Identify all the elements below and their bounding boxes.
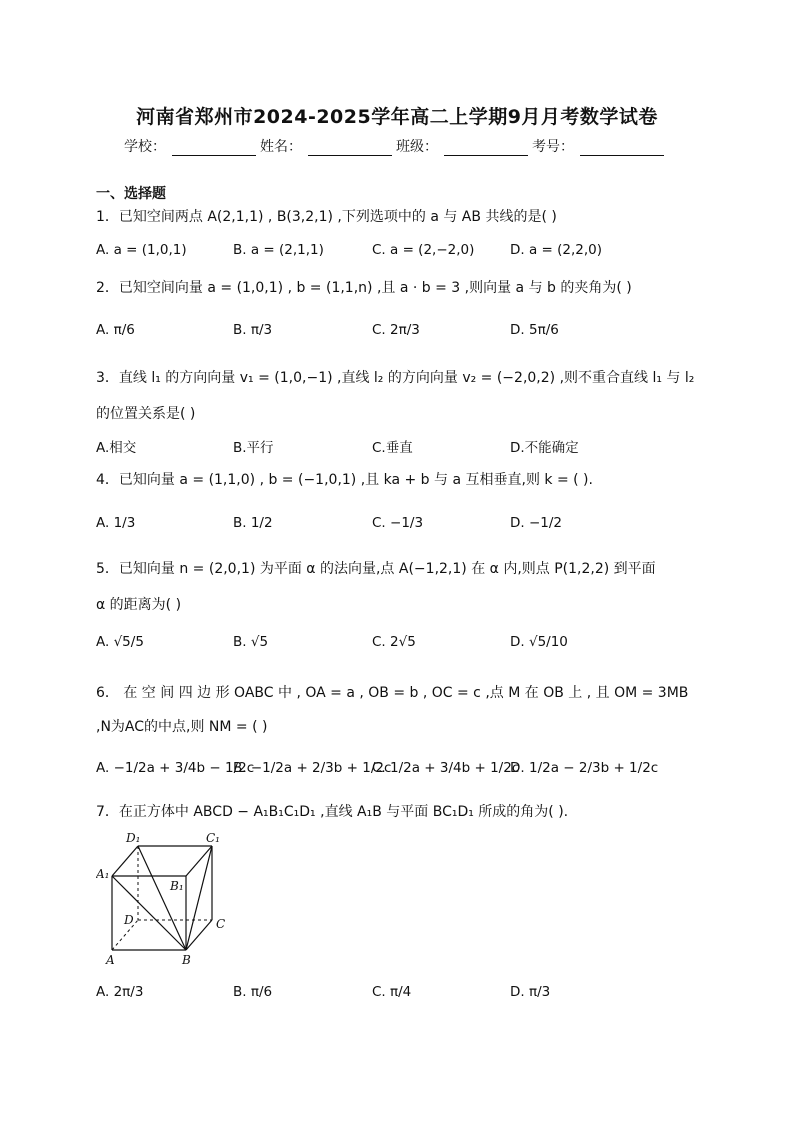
q2-option-a[interactable]: A. π/6 [96,322,135,338]
label-b: B [182,953,191,967]
q4-option-d[interactable]: D. −1/2 [510,515,563,531]
label-d: D [124,913,134,927]
question-5-line-1: 5．已知向量 n = (2,0,1) 为平面 α 的法向量,点 A(−1,2,1) 在 α 内,则点 P(1,2,2) 到平面 [96,561,656,577]
number-field [532,136,668,156]
question-6-line-1: 6． 在 空 间 四 边 形 OABC 中 , OA = a , OB = b , OC = c ,点 M 在 OB 上 , 且 OM = 3MB [96,685,689,701]
label-d1: D₁ [126,831,141,845]
name-label: 姓名： [260,139,302,155]
question-2: 2．已知空间向量 a = (1,0,1) , b = (1,1,n) ,且 a · b = 3 ,则向量 a 与 b 的夹角为( ) [96,280,632,296]
q6-option-c[interactable]: C. 1/2a + 3/4b + 1/2c [372,760,520,776]
q5-option-a[interactable]: A. √5/5 [96,634,144,650]
q3-option-a[interactable]: A.相交 [96,440,137,456]
label-a1: A₁ [96,867,110,881]
q7-option-b[interactable]: B. π/6 [233,984,273,1000]
number-blank[interactable] [580,141,664,156]
q7-option-d[interactable]: D. π/3 [510,984,551,1000]
number-label: 考号： [532,139,574,155]
school-label: 学校： [124,139,166,155]
q6-option-d[interactable]: D. 1/2a − 2/3b + 1/2c [510,760,659,776]
edge-a1d1 [112,846,138,876]
label-a: A [106,953,115,967]
student-info-row [124,136,668,156]
school-blank[interactable] [172,141,256,156]
q5-option-d[interactable]: D. √5/10 [510,634,568,650]
label-c1: C₁ [206,831,220,845]
label-b1: B₁ [170,879,184,893]
label-c: C [216,917,226,931]
question-1: 1．已知空间两点 A(2,1,1) , B(3,2,1) ,下列选项中的 a 与 AB 共线的是( ) [96,209,557,225]
class-label: 班级： [396,139,438,155]
q1-option-c[interactable]: C. a = (2,−2,0) [372,242,475,258]
q4-option-a[interactable]: A. 1/3 [96,515,136,531]
q4-option-b[interactable]: B. 1/2 [233,515,273,531]
name-field [260,136,396,156]
q6-option-a[interactable]: A. −1/2a + 3/4b − 1/2c [96,760,255,776]
line-d1b [138,846,186,950]
q2-option-c[interactable]: C. 2π/3 [372,322,420,338]
cube-figure [96,830,236,974]
section-title: 一、选择题 [96,186,166,202]
name-blank[interactable] [308,141,392,156]
question-3-line-2: 的位置关系是( ) [96,406,196,422]
q1-option-a[interactable]: A. a = (1,0,1) [96,242,187,258]
q1-option-d[interactable]: D. a = (2,2,0) [510,242,603,258]
q3-option-c[interactable]: C.垂直 [372,440,413,456]
q3-option-d[interactable]: D.不能确定 [510,440,579,456]
q3-option-b[interactable]: B.平行 [233,440,274,456]
q6-option-b[interactable]: B. −1/2a + 2/3b + 1/2c [233,760,392,776]
question-7: 7．在正方体中 ABCD − A₁B₁C₁D₁ ,直线 A₁B 与平面 BC₁D₁ 所成的角为( ). [96,804,569,820]
question-6-line-2: ,N为AC的中点,则 NM = ( ) [96,719,268,735]
q7-option-c[interactable]: C. π/4 [372,984,412,1000]
class-blank[interactable] [444,141,528,156]
school-field [124,136,260,156]
q5-option-b[interactable]: B. √5 [233,634,269,650]
page-title: 河南省郑州市2024-2025学年高二上学期9月月考数学试卷 [136,106,658,128]
q1-option-b[interactable]: B. a = (2,1,1) [233,242,324,258]
q5-option-c[interactable]: C. 2√5 [372,634,416,650]
q2-option-b[interactable]: B. π/3 [233,322,273,338]
class-field [396,136,532,156]
q4-option-c[interactable]: C. −1/3 [372,515,424,531]
q7-option-a[interactable]: A. 2π/3 [96,984,144,1000]
question-3-line-1: 3．直线 l₁ 的方向向量 v₁ = (1,0,−1) ,直线 l₂ 的方向向量 v₂ = (−2,0,2) ,则不重合直线 l₁ 与 l₂ [96,370,695,386]
cube-diagram [96,830,236,970]
question-4: 4．已知向量 a = (1,1,0) , b = (−1,0,1) ,且 ka + b 与 a 互相垂直,则 k = ( ). [96,472,593,488]
q2-option-d[interactable]: D. 5π/6 [510,322,559,338]
question-5-line-2: α 的距离为( ) [96,597,182,613]
